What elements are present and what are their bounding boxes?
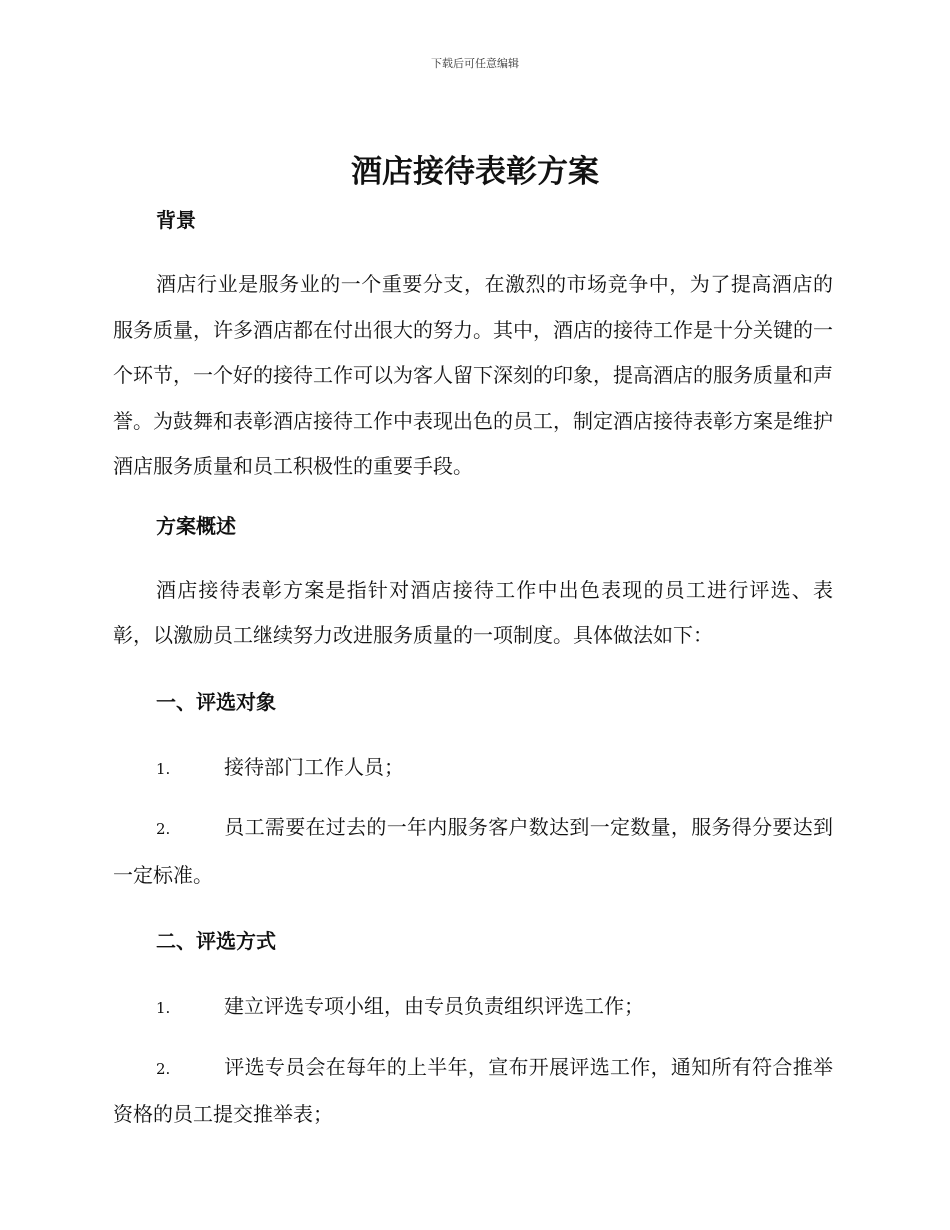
- list-item: [113, 1045, 833, 1138]
- list-number: 1.: [156, 999, 171, 1017]
- section-heading-selection-method: 二、评选方式: [156, 929, 276, 953]
- list-item-text: 员工需要在过去的一年内服务客户数达到一定数量，服务得分要达到一定标准。: [113, 815, 833, 887]
- list-item: [113, 984, 833, 1032]
- list-item: [113, 805, 833, 898]
- section-heading-background: 背景: [156, 208, 196, 232]
- list-number: 2.: [156, 820, 171, 838]
- list-number: 2.: [156, 1059, 171, 1078]
- list-item: [113, 745, 833, 793]
- header-note: 下载后可任意编辑: [431, 57, 519, 70]
- list-item-text: 建立评选专项小组，由专员负责组织评选工作；: [224, 994, 644, 1018]
- document-title: 酒店接待表彰方案: [351, 154, 599, 190]
- document-body: [113, 205, 833, 1138]
- paragraph-overview: 酒店接待表彰方案是指针对酒店接待工作中出色表现的员工进行评选、表彰，以激励员工继续努力改进服务质量的一项制度。具体做法如下：: [113, 577, 833, 647]
- section-heading-overview: 方案概述: [156, 513, 236, 538]
- section-heading-selection-targets: 一、评选对象: [156, 689, 276, 714]
- list-item-text: 接待部门工作人员；: [224, 754, 404, 779]
- list-number: 1.: [156, 759, 171, 778]
- list-item-text: 评选专员会在每年的上半年，宣布开展评选工作，通知所有符合推举资格的员工提交推举表；: [113, 1054, 833, 1126]
- paragraph-background: 酒店行业是服务业的一个重要分支，在激烈的市场竞争中，为了提高酒店的服务质量，许多酒店都在付出很大的努力。其中，酒店的接待工作是十分关键的一个环节，一个好的接待工作可以为客人留下深刻的印象，提高酒店的服务质量和声誉。为鼓舞和表彰酒店接待工作中表现出色的员工，制定酒店接待表彰方案是维护酒店服务质量和员工积极性的重要手段。: [113, 272, 833, 478]
